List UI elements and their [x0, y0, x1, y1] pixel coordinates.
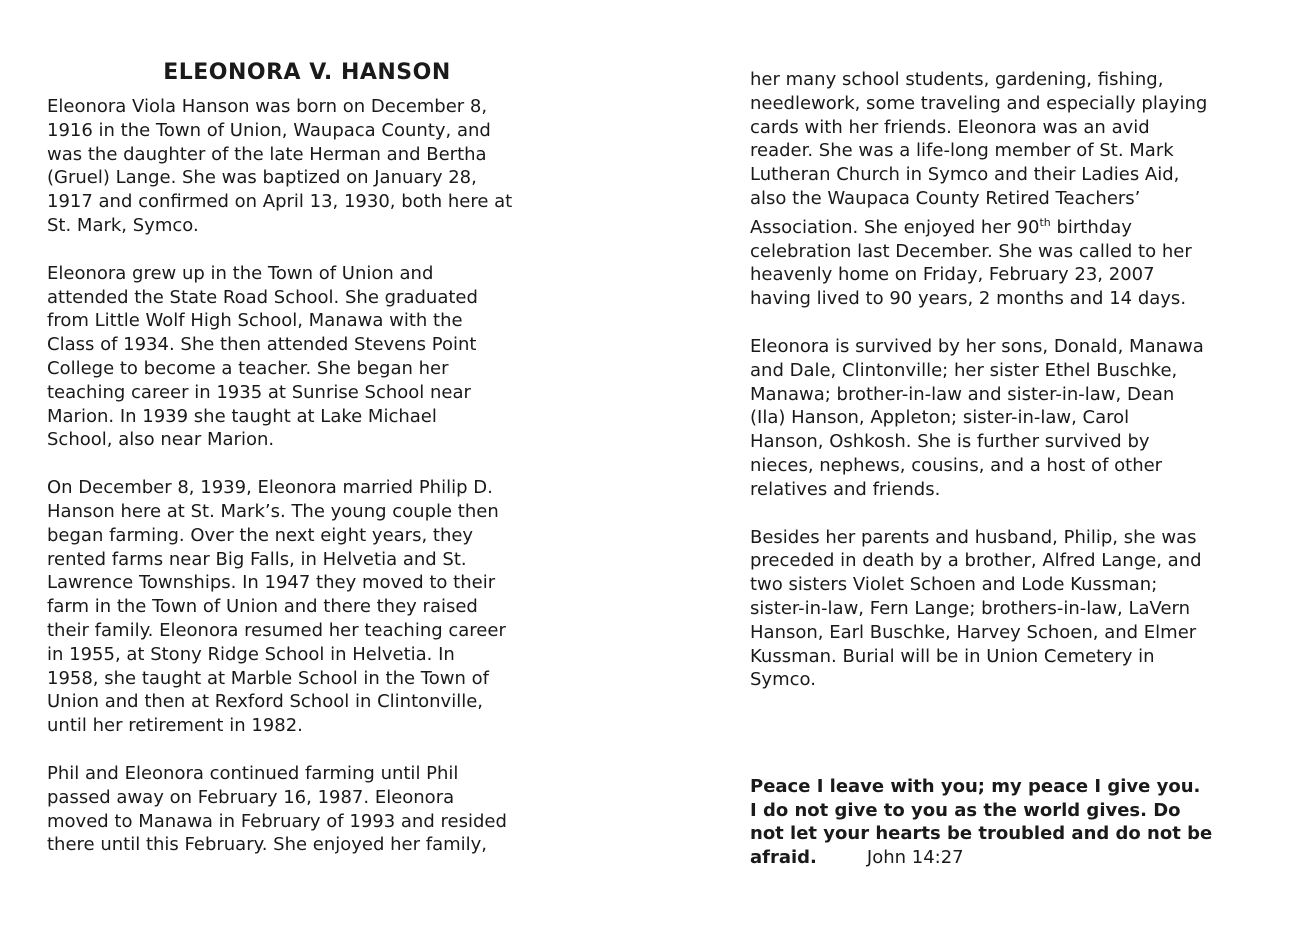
paragraph-birth: Eleonora Viola Hanson was born on December 8, 1916 in the Town of Union, Waupaca County, and was the daughter of the late Herman and Bertha (Gruel) Lange. She was baptized on January 28, 1917 and confirmed on April 13, 1930, both here at St. Mark, Symco. [47, 96, 513, 236]
ordinal-suffix: th [1039, 215, 1051, 229]
paragraph-later-life: Phil and Eleonora continued farming until Phil passed away on February 16, 1987. Eleonora moved to Manawa in February of 1993 and resided there until this February. She enjoyed her family, [47, 762, 507, 856]
paragraph-marriage: On December 8, 1939, Eleonora married Philip D. Hanson here at St. Mark’s. The young couple then began farming. Over the next eight years, they rented farms near Big Falls, in Helvetia and St. Lawrence Townships. In 1947 they moved to their farm in the Town of Union and there they raised their family. Eleonora resumed her teaching career in 1955, at Stony Ridge School in Helvetia. In 1958, she taught at Marble School in the Town of Union and then at Rexford School in Clintonville, until her retirement in 1982. [47, 477, 506, 737]
left-column [47, 60, 577, 857]
page-title: ELEONORA V. HANSON [163, 60, 451, 85]
paragraph-interests [750, 68, 1270, 311]
bible-verse [750, 775, 1270, 869]
paragraph-preceded: Besides her parents and husband, Philip, she was preceded in death by a brother, Alfred Lange, and two sisters Violet Schoen and Lode Kussman; sister-in-law, Fern Lange; brothers-in-law, LaVern Hanson, Earl Buschke, Harvey Schoen, and Elmer Kussman. Burial will be in Union Cemetery in Symco. [750, 526, 1202, 691]
paragraph-education: Eleonora grew up in the Town of Union and attended the State Road School. She graduated from Little Wolf High School, Manawa with the Class of 1934. She then attended Stevens Point College to become a teacher. She began her teaching career in 1935 at Sunrise School near Marion. In 1939 she taught at Lake Michael School, also near Marion. [47, 262, 478, 451]
interests-text-a: her many school students, gardening, fishing, needlework, some traveling and especially playing cards with her friends. Eleonora was an avid reader. She was a life-long member of St. Mark Lutheran Church in Symco and their Ladies Aid, also the Waupaca County Retired Teachers’ Association. She enjoyed her 90 [750, 69, 1208, 238]
interests-text-b: birthday celebration last December. She was called to her heavenly home on Friday, February 23, 2007 having lived to 90 years, 2 months and 14 days. [750, 216, 1192, 310]
verse-reference: John 14:27 [866, 846, 964, 868]
verse-text: Peace I leave with you; my peace I give you. I do not give to you as the world gives. Do not let your hearts be troubled and do not be afraid. [750, 776, 1213, 868]
right-column [750, 68, 1270, 692]
paragraph-survivors: Eleonora is survived by her sons, Donald, Manawa and Dale, Clintonville; her sister Ethel Buschke, Manawa; brother-in-law and sister-in-law, Dean (Ila) Hanson, Appleton; sister-in-law, Carol Hanson, Oshkosh. She is further survived by nieces, nephews, cousins, and a host of other relatives and friends. [750, 335, 1204, 500]
